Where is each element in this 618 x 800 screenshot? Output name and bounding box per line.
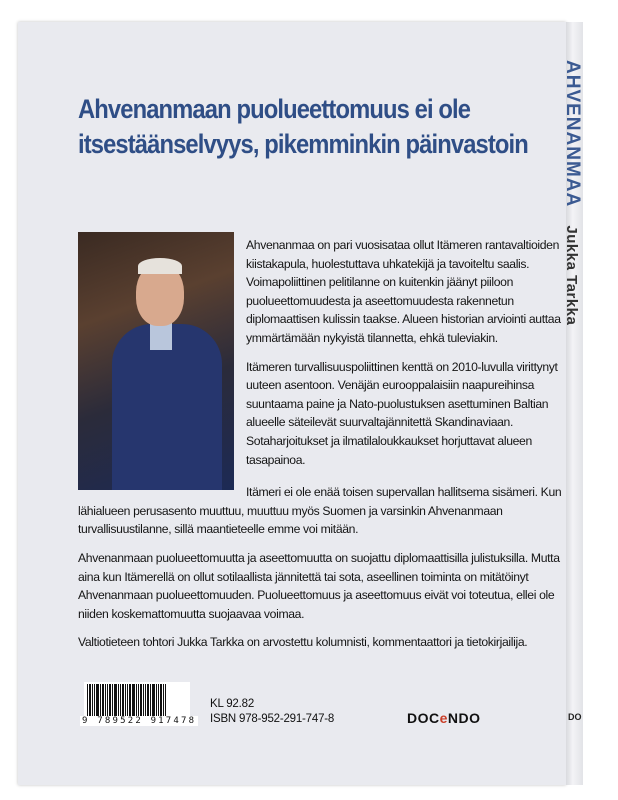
barcode-bar: [156, 684, 157, 720]
author-photo: [78, 232, 234, 490]
barcode-bar: [120, 684, 121, 720]
barcode-bar: [109, 684, 111, 720]
spine-text: [561, 60, 583, 325]
barcode-bar: [125, 684, 126, 720]
barcode-bar: [145, 684, 146, 720]
isbn: ISBN 978-952-291-747-8: [210, 713, 335, 725]
blurb-paragraph: Itämeri ei ole enää toisen supervallan hallitsema sisämeri. Kun lähialueen perusasento muuttuu, muuttuu myös Suomen ja varsinkin Ahvenanmaan turvallisuustilanne, sillä maantieteelle emme voi mitään.: [78, 485, 562, 537]
barcode-bar: [138, 684, 139, 720]
barcode-bar: [87, 684, 88, 720]
barcode-bar: [89, 684, 91, 720]
barcode-bar: [150, 684, 151, 720]
barcode-bar: [100, 684, 101, 720]
barcode-bar: [165, 684, 166, 720]
barcode-bar: [158, 684, 159, 720]
barcode-bar: [107, 684, 108, 720]
barcode-bar: [122, 684, 124, 720]
barcode-bar: [136, 684, 137, 720]
barcode-bar: [140, 684, 142, 720]
barcode-bar: [163, 684, 164, 720]
barcode-bar: [105, 684, 106, 720]
cover-headline: Ahvenanmaan puolueettomuus ei ole itsestäänselvyys, pikemminkin päinvastoin: [78, 94, 528, 159]
barcode-bar: [143, 684, 144, 720]
barcode-bar: [127, 684, 128, 720]
blurb-paragraph: Ahvenanmaa on pari vuosisataa ollut Itämeren rantavaltioiden kiistakapula, huolestuttava uhkatekijä ja tavoiteltu saalis. Voimapoliittinen pelitilanne on kuitenkin jäänyt piiloon puolueettomuudesta ja aseettomuudesta rakennetun diplomaattisen kulissin taakse. Alueen historian arviointi auttaa ymmärtämään nykyistä tilannetta, ehkä tuleviakin.: [246, 238, 561, 345]
barcode-bar: [147, 684, 149, 720]
spine-publisher: DO: [568, 712, 582, 722]
barcode-bar: [132, 684, 135, 720]
isbn-block: [210, 697, 334, 727]
barcode-bar: [92, 684, 93, 720]
blurb-paragraph: Itämeren turvallisuuspoliittinen kenttä on 2010-luvulla virittynyt uuteen asentoon. Venäjän eurooppalaisiin naapureihinsa suuntaama paine ja Nato-puolustuksen asettuminen Baltian alueelle säteilevät suurvaltajännitettä Skandinaviaan. Sotaharjoitukset ja ilmatilaloukkaukset horjuttavat alueen tasapainoa.: [246, 359, 558, 467]
spine-title: AHVENANMAA: [562, 60, 583, 208]
classification: KL 92.82: [210, 698, 255, 710]
barcode-bar: [96, 684, 99, 720]
barcode-bar: [160, 684, 162, 720]
barcode-bar: [112, 684, 113, 720]
spine-author: Jukka Tarkka: [563, 225, 580, 326]
barcode-bar: [118, 684, 119, 720]
barcode-bar: [114, 684, 117, 720]
barcode-bar: [152, 684, 155, 720]
blurb-paragraph: Ahvenanmaan puolueettomuutta ja aseettomuutta on suojattu diplomaattisilla julistuksilla. Mutta aina kun Itämerellä on ollut sotilaallista jännitettä tai sota, aseellinen toiminta on mitätöinyt Ahvenanmaan puolueettomuuden. Puolueettomuus ja aseettomuus eivät voi toteutua, ellei ole niiden koskemattomuutta suojaavaa voimaa.: [78, 550, 560, 621]
barcode-bar: [94, 684, 95, 720]
photo-hair: [138, 258, 182, 274]
blurb: [78, 236, 564, 662]
author-bio: Valtiotieteen tohtori Jukka Tarkka on arvostettu kolumnisti, kommentaattori ja tietokirjailija.: [78, 635, 528, 650]
publisher-logo: DOCeNDO: [407, 710, 481, 726]
barcode-number: 9 789522 917478: [82, 716, 197, 726]
barcode-bar: [102, 684, 104, 720]
barcode-bar: [129, 684, 131, 720]
